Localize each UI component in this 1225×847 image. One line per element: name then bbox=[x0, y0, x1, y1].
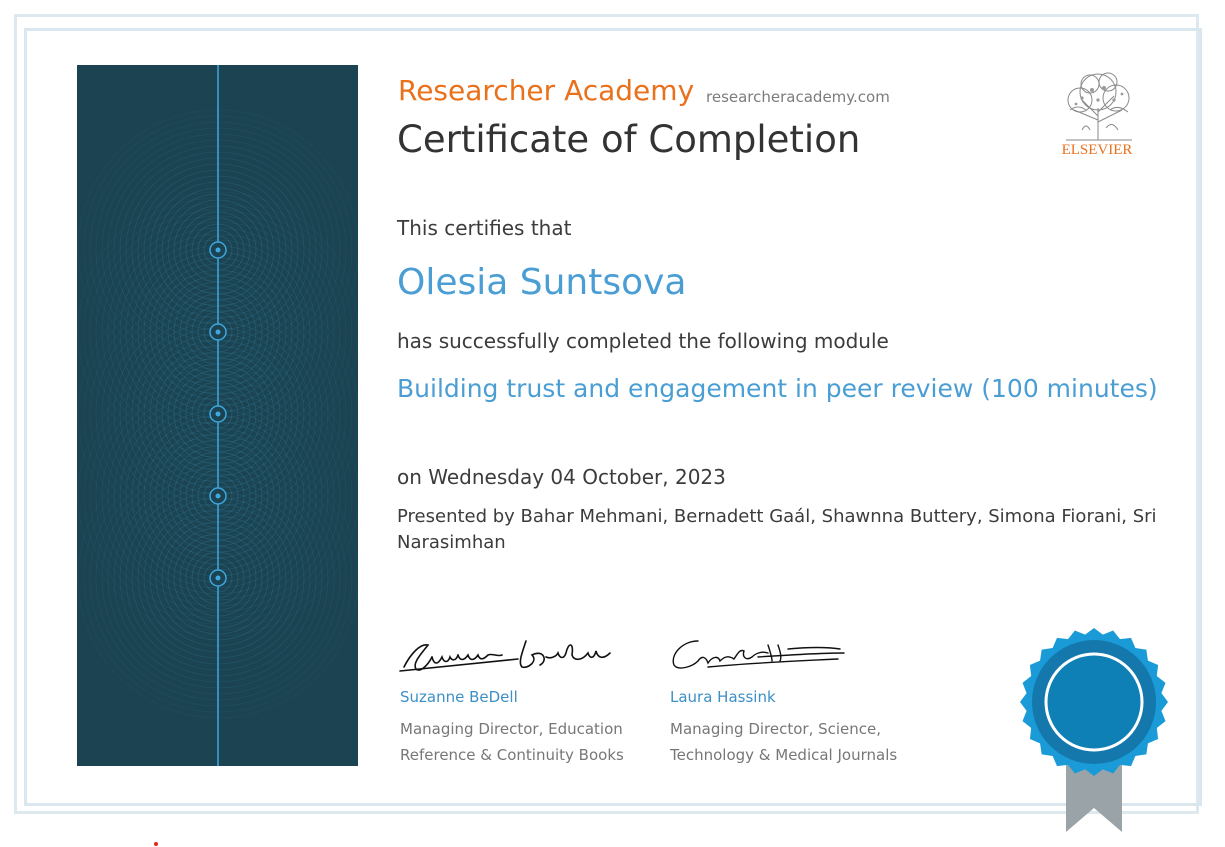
recipient-name: Olesia Suntsova bbox=[397, 262, 687, 303]
panel-node-dot bbox=[216, 576, 221, 581]
panel-node-dot bbox=[216, 248, 221, 253]
completed-text: has successfully completed the following module bbox=[397, 329, 889, 353]
decorative-side-panel bbox=[77, 65, 358, 766]
signature-suzanne-bedell bbox=[398, 627, 628, 677]
academy-name: Researcher Academy bbox=[398, 74, 695, 107]
certifies-text: This certifies that bbox=[397, 216, 572, 240]
signer-role-1-line2: Reference & Continuity Books bbox=[400, 746, 624, 764]
presenters-text: Presented by Bahar Mehmani, Bernadett Gaál, Shawnna Buttery, Simona Fiorani, Sri Narasimhan bbox=[397, 506, 1157, 553]
signer-role-1-line1: Managing Director, Education bbox=[400, 720, 623, 738]
module-title: Building trust and engagement in peer review (100 minutes) bbox=[397, 374, 1158, 403]
signer-name-1: Suzanne BeDell bbox=[400, 688, 518, 706]
elsevier-logo-text: ELSEVIER bbox=[1061, 142, 1133, 158]
red-dot-mark bbox=[154, 842, 158, 846]
signer-role-1 bbox=[400, 716, 624, 768]
completion-date: on Wednesday 04 October, 2023 bbox=[397, 465, 726, 489]
signer-role-2-line2: Technology & Medical Journals bbox=[670, 746, 898, 764]
concentric-rings-pattern bbox=[77, 65, 358, 766]
panel-node-dot bbox=[216, 494, 221, 499]
signer-name-2: Laura Hassink bbox=[670, 688, 776, 706]
certificate-title: Certificate of Completion bbox=[397, 118, 861, 161]
signer-role-2-line1: Managing Director, Science, bbox=[670, 720, 882, 738]
seal-center bbox=[1046, 654, 1142, 750]
panel-node-dot bbox=[216, 330, 221, 335]
signature-laura-hassink bbox=[668, 627, 848, 677]
signer-role-2 bbox=[670, 716, 897, 768]
panel-node-dot bbox=[216, 412, 221, 417]
academy-url[interactable]: researcheracademy.com bbox=[706, 88, 890, 106]
award-seal-icon bbox=[1020, 628, 1168, 838]
